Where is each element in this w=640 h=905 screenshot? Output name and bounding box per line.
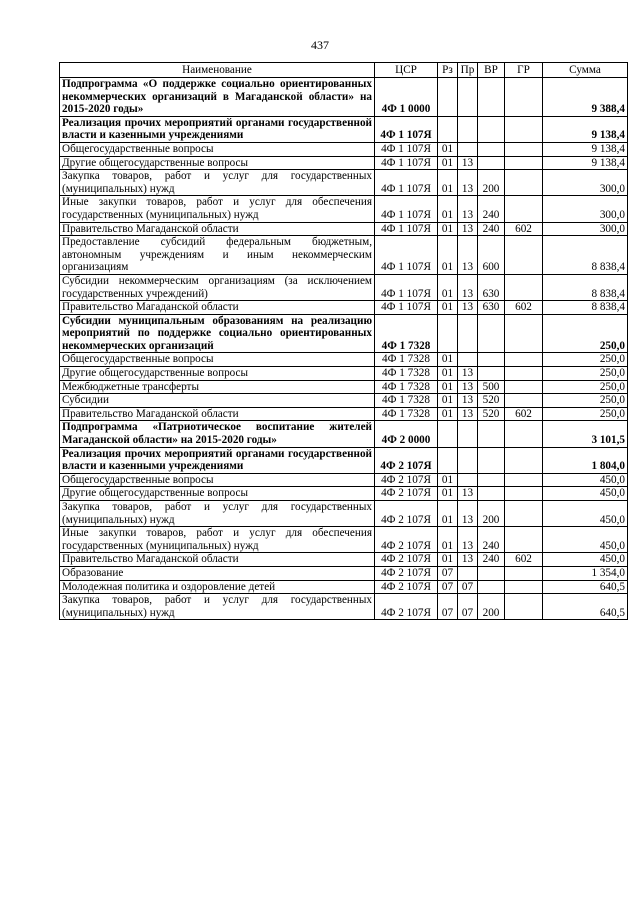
cell-gr [505,142,543,156]
cell-sum: 8 838,4 [543,274,628,300]
cell-name: Реализация прочих мероприятий органами государственной власти и казенными учреждениями [60,447,375,473]
cell-gr [505,367,543,381]
cell-vr [478,421,505,447]
cell-csr: 4Ф 1 7328 [375,380,438,394]
cell-csr: 4Ф 1 107Я [375,196,438,222]
cell-gr [505,527,543,553]
header-csr: ЦСР [375,63,438,78]
cell-pr: 13 [458,196,478,222]
cell-pr [458,421,478,447]
cell-csr: 4Ф 2 107Я [375,527,438,553]
cell-sum: 450,0 [543,487,628,501]
cell-gr [505,394,543,408]
table-row [60,314,628,353]
cell-rz: 01 [438,236,458,275]
cell-pr [458,116,478,142]
cell-csr: 4Ф 1 107Я [375,301,438,315]
cell-csr: 4Ф 1 7328 [375,407,438,421]
cell-vr: 500 [478,380,505,394]
cell-pr [458,314,478,353]
table-row [60,594,628,620]
cell-vr: 630 [478,274,505,300]
table-row [60,156,628,170]
cell-pr: 13 [458,236,478,275]
cell-gr [505,566,543,580]
table-row [60,487,628,501]
table-row [60,566,628,580]
cell-sum: 3 101,5 [543,421,628,447]
cell-name: Молодежная политика и оздоровление детей [60,580,375,594]
cell-sum: 9 388,4 [543,78,628,117]
cell-gr [505,501,543,527]
header-rz: Рз [438,63,458,78]
table-row [60,580,628,594]
cell-pr [458,142,478,156]
cell-name: Общегосударственные вопросы [60,353,375,367]
cell-csr: 4Ф 2 107Я [375,553,438,567]
cell-pr [458,566,478,580]
cell-pr [458,473,478,487]
cell-sum: 250,0 [543,380,628,394]
cell-rz: 01 [438,222,458,236]
cell-csr: 4Ф 1 0000 [375,78,438,117]
cell-csr: 4Ф 1 107Я [375,274,438,300]
cell-gr [505,78,543,117]
cell-pr: 13 [458,527,478,553]
cell-name: Закупка товаров, работ и услуг для государственных (муниципальных) нужд [60,170,375,196]
cell-sum: 300,0 [543,222,628,236]
page-number: 437 [311,38,329,52]
cell-rz: 01 [438,367,458,381]
cell-vr: 240 [478,196,505,222]
cell-vr: 630 [478,301,505,315]
cell-csr: 4Ф 2 107Я [375,501,438,527]
cell-pr: 13 [458,274,478,300]
cell-sum: 250,0 [543,353,628,367]
cell-sum: 8 838,4 [543,236,628,275]
cell-gr [505,487,543,501]
cell-rz [438,78,458,117]
cell-name: Правительство Магаданской области [60,301,375,315]
header-gr: ГР [505,63,543,78]
cell-sum: 9 138,4 [543,116,628,142]
cell-name: Другие общегосударственные вопросы [60,487,375,501]
cell-rz: 07 [438,580,458,594]
cell-csr: 4Ф 2 107Я [375,473,438,487]
cell-pr: 13 [458,487,478,501]
cell-gr [505,314,543,353]
cell-pr: 13 [458,501,478,527]
cell-name: Другие общегосударственные вопросы [60,156,375,170]
cell-gr [505,156,543,170]
table-row [60,170,628,196]
cell-rz: 07 [438,566,458,580]
cell-sum: 450,0 [543,473,628,487]
cell-gr [505,594,543,620]
cell-vr [478,473,505,487]
header-sum: Сумма [543,63,628,78]
table-row [60,301,628,315]
cell-sum: 640,5 [543,580,628,594]
cell-rz: 01 [438,553,458,567]
cell-csr: 4Ф 1 7328 [375,353,438,367]
cell-rz [438,116,458,142]
cell-gr [505,170,543,196]
cell-csr: 4Ф 1 107Я [375,142,438,156]
cell-gr [505,274,543,300]
cell-sum: 8 838,4 [543,301,628,315]
cell-csr: 4Ф 1 107Я [375,236,438,275]
table-row [60,142,628,156]
cell-name: Правительство Магаданской области [60,553,375,567]
table-row [60,394,628,408]
cell-rz: 01 [438,196,458,222]
cell-pr: 13 [458,553,478,567]
table-header-row [60,63,628,78]
cell-vr [478,447,505,473]
cell-vr: 200 [478,170,505,196]
cell-vr: 200 [478,594,505,620]
cell-vr [478,156,505,170]
cell-rz: 01 [438,142,458,156]
table-row [60,527,628,553]
cell-name: Субсидии некоммерческим организациям (за исключением государственных учреждений) [60,274,375,300]
table-row [60,353,628,367]
cell-rz: 01 [438,473,458,487]
table-row [60,222,628,236]
cell-vr: 240 [478,527,505,553]
cell-vr [478,353,505,367]
cell-rz [438,421,458,447]
cell-name: Закупка товаров, работ и услуг для государственных (муниципальных) нужд [60,501,375,527]
table-row [60,501,628,527]
cell-name: Межбюджетные трансферты [60,380,375,394]
cell-gr: 602 [505,301,543,315]
cell-csr: 4Ф 1 7328 [375,394,438,408]
cell-rz: 01 [438,407,458,421]
cell-pr: 07 [458,594,478,620]
cell-csr: 4Ф 1 7328 [375,367,438,381]
table-row [60,274,628,300]
cell-csr: 4Ф 1 107Я [375,156,438,170]
cell-sum: 1 354,0 [543,566,628,580]
cell-vr: 520 [478,407,505,421]
cell-pr: 13 [458,367,478,381]
table-row [60,78,628,117]
cell-vr [478,566,505,580]
budget-table [59,62,628,620]
cell-name: Правительство Магаданской области [60,407,375,421]
cell-csr: 4Ф 2 0000 [375,421,438,447]
cell-gr [505,353,543,367]
cell-sum: 450,0 [543,553,628,567]
cell-name: Общегосударственные вопросы [60,142,375,156]
cell-sum: 450,0 [543,501,628,527]
cell-sum: 300,0 [543,196,628,222]
cell-sum: 1 804,0 [543,447,628,473]
cell-gr [505,116,543,142]
cell-gr: 602 [505,407,543,421]
cell-pr: 13 [458,222,478,236]
cell-name: Субсидии [60,394,375,408]
table-row [60,196,628,222]
cell-name: Правительство Магаданской области [60,222,375,236]
cell-pr: 07 [458,580,478,594]
table-row [60,553,628,567]
table-row [60,407,628,421]
cell-rz: 01 [438,487,458,501]
cell-sum: 250,0 [543,394,628,408]
cell-name: Предоставление субсидий федеральным бюджетным, автономным учреждениям и иным некоммерческим организациям [60,236,375,275]
cell-gr: 602 [505,553,543,567]
cell-pr: 13 [458,407,478,421]
cell-sum: 9 138,4 [543,142,628,156]
table-row [60,473,628,487]
cell-pr: 13 [458,301,478,315]
cell-csr: 4Ф 1 7328 [375,314,438,353]
cell-sum: 300,0 [543,170,628,196]
cell-vr [478,580,505,594]
cell-rz: 01 [438,301,458,315]
cell-name: Подпрограмма «Патриотическое воспитание жителей Магаданской области» на 2015-2020 годы» [60,421,375,447]
cell-name: Общегосударственные вопросы [60,473,375,487]
cell-sum: 250,0 [543,314,628,353]
cell-csr: 4Ф 2 107Я [375,447,438,473]
cell-rz: 01 [438,274,458,300]
cell-vr: 240 [478,222,505,236]
cell-vr: 520 [478,394,505,408]
cell-vr [478,314,505,353]
cell-vr [478,78,505,117]
cell-name: Другие общегосударственные вопросы [60,367,375,381]
cell-pr: 13 [458,170,478,196]
cell-csr: 4Ф 1 107Я [375,170,438,196]
cell-sum: 640,5 [543,594,628,620]
cell-vr [478,367,505,381]
cell-name: Иные закупки товаров, работ и услуг для обеспечения государственных (муниципальных) нужд [60,527,375,553]
cell-rz: 01 [438,353,458,367]
cell-name: Реализация прочих мероприятий органами государственной власти и казенными учреждениями [60,116,375,142]
header-pr: Пр [458,63,478,78]
cell-gr [505,447,543,473]
cell-pr [458,78,478,117]
cell-sum: 250,0 [543,407,628,421]
cell-vr: 600 [478,236,505,275]
cell-vr [478,116,505,142]
header-vr: ВР [478,63,505,78]
cell-rz: 01 [438,156,458,170]
cell-csr: 4Ф 2 107Я [375,594,438,620]
table-row [60,380,628,394]
cell-name: Субсидии муниципальным образованиям на реализацию мероприятий по поддержке социально ориентированных некоммерческих организаций [60,314,375,353]
cell-csr: 4Ф 2 107Я [375,487,438,501]
cell-sum: 9 138,4 [543,156,628,170]
cell-csr: 4Ф 1 107Я [375,116,438,142]
cell-pr [458,353,478,367]
cell-vr: 240 [478,553,505,567]
cell-gr: 602 [505,222,543,236]
cell-rz: 01 [438,394,458,408]
table-row [60,116,628,142]
table-row [60,421,628,447]
cell-pr [458,447,478,473]
cell-csr: 4Ф 2 107Я [375,580,438,594]
cell-rz: 01 [438,170,458,196]
cell-gr [505,473,543,487]
cell-gr [505,196,543,222]
cell-sum: 450,0 [543,527,628,553]
cell-csr: 4Ф 2 107Я [375,566,438,580]
cell-vr: 200 [478,501,505,527]
cell-gr [505,421,543,447]
table-row [60,367,628,381]
cell-gr [505,380,543,394]
cell-sum: 250,0 [543,367,628,381]
cell-csr: 4Ф 1 107Я [375,222,438,236]
cell-rz: 07 [438,594,458,620]
cell-pr: 13 [458,394,478,408]
cell-name: Закупка товаров, работ и услуг для государственных (муниципальных) нужд [60,594,375,620]
header-name: Наименование [60,63,375,78]
table-row [60,447,628,473]
cell-pr: 13 [458,156,478,170]
cell-vr [478,487,505,501]
cell-name: Иные закупки товаров, работ и услуг для обеспечения государственных (муниципальных) нужд [60,196,375,222]
cell-rz [438,314,458,353]
cell-name: Образование [60,566,375,580]
cell-name: Подпрограмма «О поддержке социально ориентированных некоммерческих организаций в Магаданской области» на 2015-2020 годы» [60,78,375,117]
cell-gr [505,580,543,594]
cell-rz: 01 [438,380,458,394]
cell-vr [478,142,505,156]
cell-rz: 01 [438,501,458,527]
table-row [60,236,628,275]
cell-rz: 01 [438,527,458,553]
cell-rz [438,447,458,473]
cell-gr [505,236,543,275]
cell-pr: 13 [458,380,478,394]
